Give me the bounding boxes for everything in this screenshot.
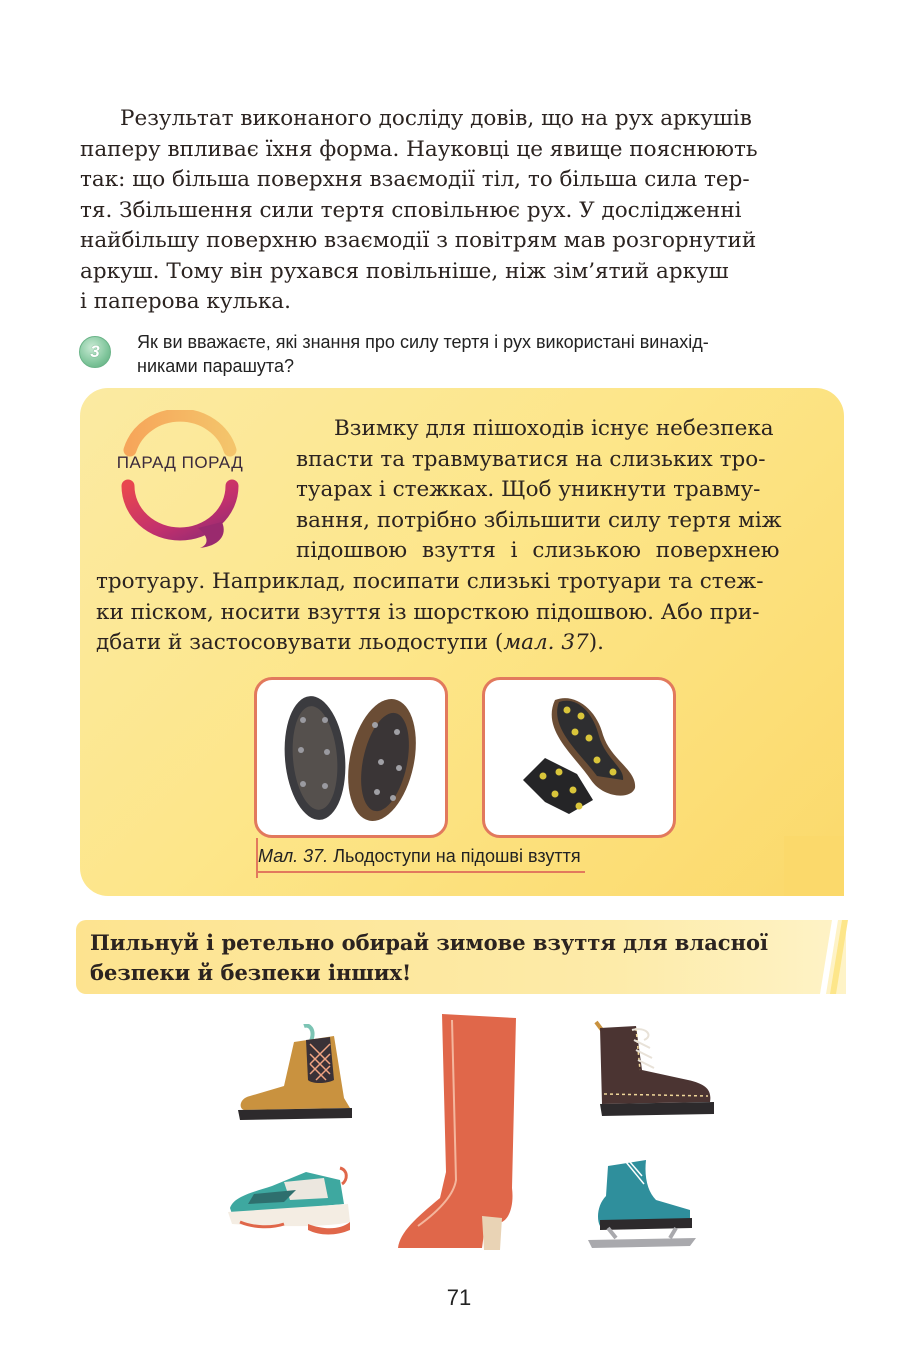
caption-reference: Мал. 37. (258, 846, 329, 866)
tip-line-last (96, 628, 834, 659)
lace-up-boot-icon (592, 1018, 722, 1120)
intro-line: паперу впливає їхня форма. Науковці це явище пояснюють (80, 136, 758, 162)
banner-line: безпеки й безпеки інших! (90, 960, 412, 985)
sneaker-icon (224, 1164, 356, 1240)
tip-line: туарах і стежках. Щоб уникнути травму- (296, 477, 761, 502)
ice-cleats-photo-1 (254, 677, 448, 838)
tip-line: вання, потрібно збільшити силу тертя між (296, 507, 782, 533)
intro-line: Результат виконаного досліду довів, що на рух аркушів (120, 106, 752, 131)
parad-porad-logo-icon (100, 410, 260, 550)
logo-text: ПАРАД ПОРАД (116, 453, 244, 472)
intro-paragraph (80, 104, 844, 318)
question-line: никами парашута? (137, 356, 294, 376)
tip-line-suffix: ). (588, 630, 604, 655)
intro-line: аркуш. Тому він рухався повільніше, ніж зім’ятий аркуш (80, 258, 729, 284)
figure-caption (258, 846, 585, 873)
banner-stripes-decoration (818, 920, 848, 994)
figure-reference: мал. 37 (503, 630, 589, 655)
intro-line: найбільшу поверхню взаємодії з повітрям мав розгорнутий (80, 228, 757, 253)
question-line: Як ви вважаєте, які знання про силу тертя і рух використані винахід- (137, 332, 709, 352)
question-text (137, 330, 847, 378)
chelsea-boot-icon (234, 1024, 364, 1124)
tall-boot-icon (398, 1012, 524, 1258)
ice-cleats-separate-icon (485, 680, 673, 835)
page-number: 71 (446, 1285, 472, 1310)
question-number-icon (79, 336, 111, 368)
warning-banner-text (90, 928, 768, 988)
intro-line: так: що більша поверхня взаємодії тіл, то більша сила тер- (80, 167, 750, 192)
ice-skate-icon (586, 1158, 698, 1250)
ice-cleats-photo-2 (482, 677, 676, 838)
tip-line: підошвою взуття і слизькою поверхнею (296, 538, 780, 563)
tip-line: ки піском, носити взуття із шорсткою підошвою. Або при- (96, 599, 760, 625)
tip-text-full (96, 567, 834, 659)
tip-line-prefix: дбати й застосовувати льодоступи ( (96, 630, 504, 655)
caption-text: Льодоступи на підошві взуття (328, 846, 581, 866)
question-number: 3 (90, 342, 100, 361)
intro-line: тя. Збільшення сили тертя сповільнює рух. У дослідженні (80, 197, 742, 223)
intro-line: і паперова кулька. (80, 289, 291, 314)
tip-line: Взимку для пішоходів існує небезпека (334, 416, 774, 441)
tip-line: впасти та травмуватися на слизьких тро- (296, 446, 766, 472)
tip-text-right (296, 414, 828, 567)
banner-line: Пильнуй і ретельно обирай зимове взуття для власної (90, 930, 768, 955)
tip-line: тротуару. Наприклад, посипати слизькі тротуари та стеж- (96, 569, 764, 594)
ice-cleats-on-boots-icon (257, 680, 445, 835)
